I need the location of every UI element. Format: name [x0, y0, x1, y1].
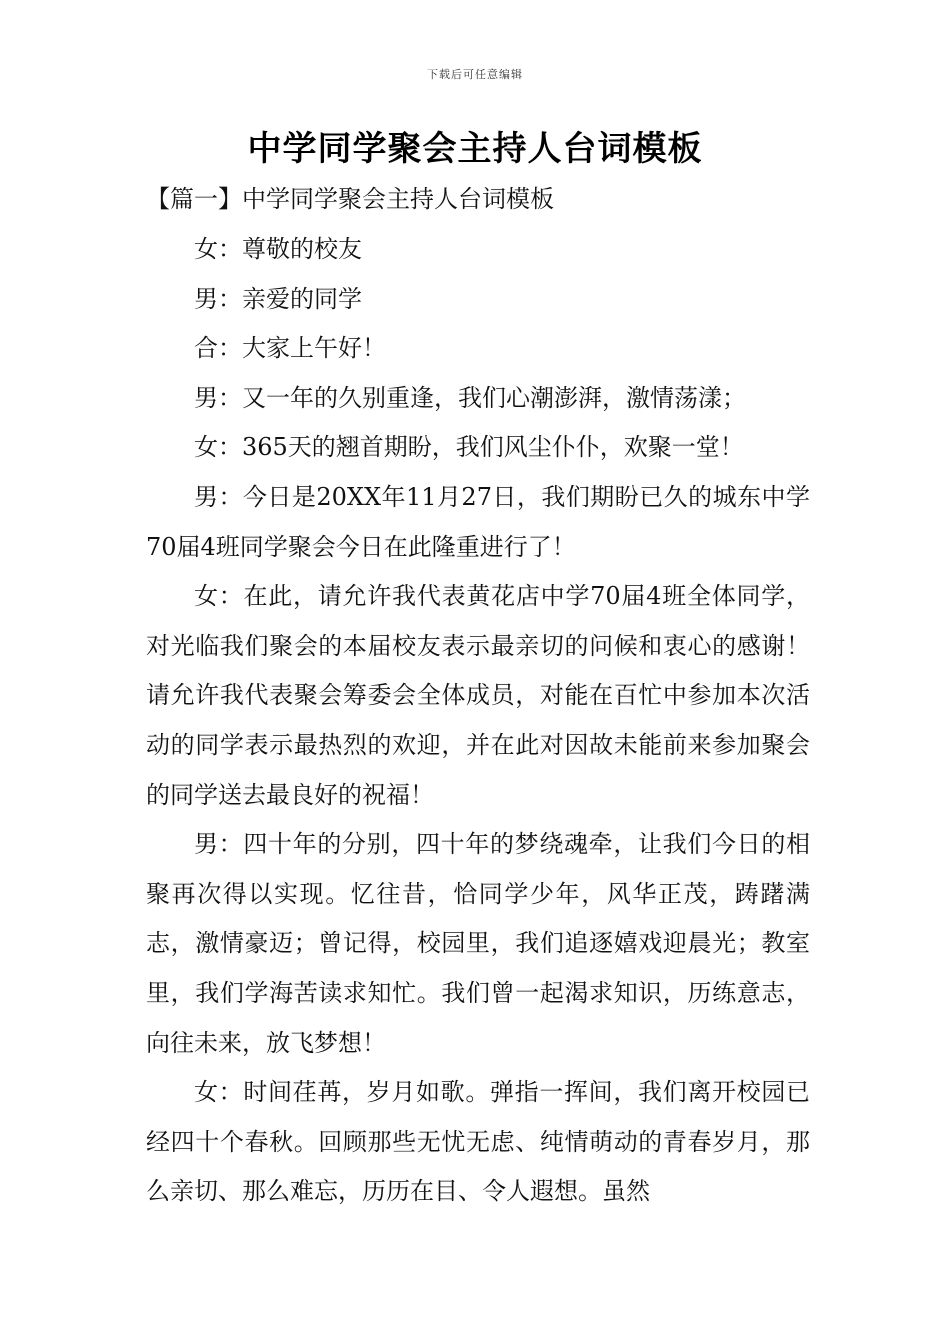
- paragraph: 女：在此，请允许我代表黄花店中学70届4班全体同学，对光临我们聚会的本届校友表示最亲切的问候和衷心的感谢！请允许我代表聚会筹委会全体成员，对能在百忙中参加本次活动的同学表示最热烈的欢迎，并在此对因故未能前来参加聚会的同学送去最良好的祝福！: [146, 582, 810, 809]
- paragraph: 女：尊敬的校友: [194, 235, 362, 263]
- paragraph: 女：时间荏苒，岁月如歌。弹指一挥间，我们离开校园已经四十个春秋。回顾那些无忧无虑、纯情萌动的青春岁月，那么亲切、那么难忘，历历在目、令人遐想。虽然: [146, 1078, 810, 1206]
- paragraph: 男：又一年的久别重逢，我们心潮澎湃，激情荡漾；: [194, 383, 746, 412]
- document-title: 中学同学聚会主持人台词模板: [247, 129, 703, 169]
- paragraph: 女：365天的翘首期盼，我们风尘仆仆，欢聚一堂！: [194, 433, 744, 462]
- paragraph: 男：今日是20XX年11月27日，我们期盼已久的城东中学70届4班同学聚会今日在此隆重进行了！: [146, 482, 810, 561]
- header-note: 下载后可任意编辑: [427, 68, 523, 81]
- section-heading: 【篇一】中学同学聚会主持人台词模板: [146, 185, 554, 213]
- paragraph: 男：亲爱的同学: [194, 284, 362, 313]
- paragraph: 男：四十年的分别，四十年的梦绕魂牵，让我们今日的相聚再次得以实现。忆往昔，恰同学少年，风华正茂，踌躇满志，激情豪迈；曾记得，校园里，我们追逐嬉戏迎晨光；教室里，我们学海苦读求知忙。我们曾一起渴求知识，历练意志，向往未来，放飞梦想！: [146, 830, 810, 1057]
- paragraph: 合：大家上午好！: [194, 334, 386, 363]
- body-text: [146, 225, 810, 1217]
